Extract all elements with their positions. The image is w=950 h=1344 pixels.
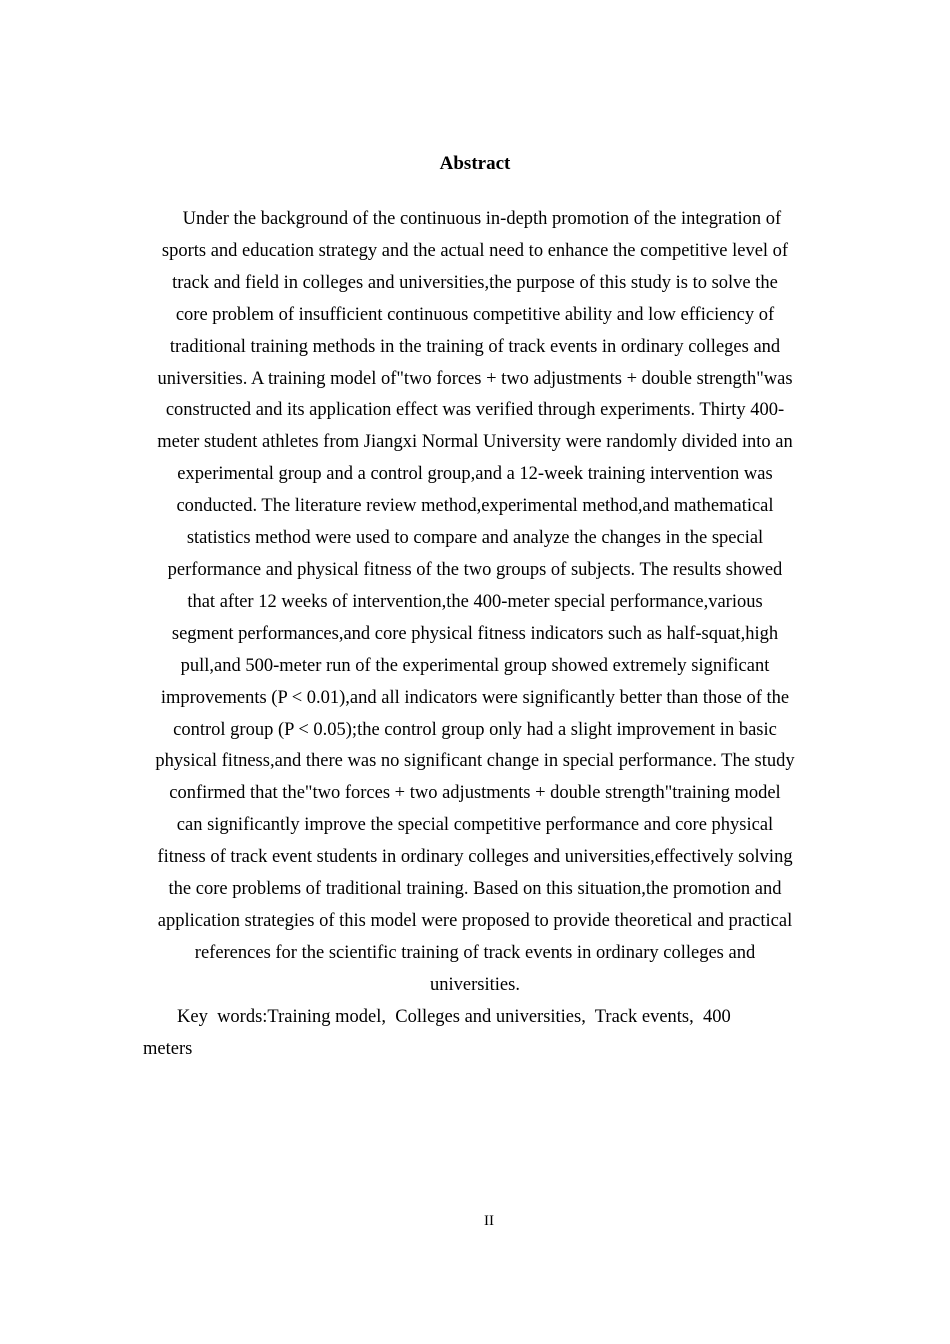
abstract-line: the core problems of traditional training. Based on this situation,the promotion and <box>168 879 782 900</box>
abstract-line: universities. <box>430 974 520 995</box>
abstract-line: traditional training methods in the training of track events in ordinary colleges and <box>169 336 781 357</box>
abstract-line: control group (P < 0.05);the control group only had a slight improvement in basic <box>173 719 777 740</box>
abstract-line: Under the background of the continuous in-depth promotion of the integration of <box>168 209 782 229</box>
page-number: II <box>484 1213 494 1229</box>
abstract-line: meter student athletes from Jiangxi Normal University were randomly divided into an <box>157 432 793 453</box>
abstract-line: constructed and its application effect was verified through experiments. Thirty 400- <box>165 400 785 421</box>
abstract-line: fitness of track event students in ordinary colleges and universities,effectively solving <box>157 847 793 868</box>
abstract-line: core problem of insufficient continuous competitive ability and low efficiency of <box>175 304 775 325</box>
abstract-line: experimental group and a control group,and a 12-week training intervention was <box>177 464 773 485</box>
abstract-line: segment performances,and core physical fitness indicators such as half-squat,high <box>171 623 779 644</box>
abstract-line: universities. A training model of"two forces + two adjustments + double strength"was <box>157 368 793 389</box>
abstract-line: application strategies of this model were proposed to provide theoretical and practical <box>157 910 793 931</box>
keywords-line: Key words:Training model, Colleges and universities, Track events, 400 <box>177 1007 731 1027</box>
abstract-line: conducted. The literature review method,experimental method,and mathematical <box>176 496 774 517</box>
keywords-line: meters <box>143 1038 193 1059</box>
abstract-body <box>143 204 807 1002</box>
abstract-line: pull,and 500-meter run of the experimental group showed extremely significant <box>180 655 770 676</box>
abstract-line: can significantly improve the special competitive performance and core physical <box>176 815 774 836</box>
abstract-title: Abstract <box>439 153 511 174</box>
abstract-line: references for the scientific training of track events in ordinary colleges and <box>194 942 756 963</box>
abstract-line: that after 12 weeks of intervention,the 400-meter special performance,various <box>187 591 763 612</box>
abstract-line: track and field in colleges and universities,the purpose of this study is to solve the <box>172 272 778 293</box>
abstract-line: physical fitness,and there was no significant change in special performance. The study <box>155 751 795 772</box>
abstract-line: performance and physical fitness of the two groups of subjects. The results showed <box>167 559 783 580</box>
abstract-line: statistics method were used to compare and analyze the changes in the special <box>186 528 764 549</box>
keywords <box>143 1002 807 1066</box>
abstract-line: improvements (P < 0.01),and all indicators were significantly better than those of the <box>160 687 790 708</box>
abstract-line: sports and education strategy and the actual need to enhance the competitive level of <box>161 240 789 261</box>
abstract-line: confirmed that the"two forces + two adjustments + double strength"training model <box>169 783 781 804</box>
